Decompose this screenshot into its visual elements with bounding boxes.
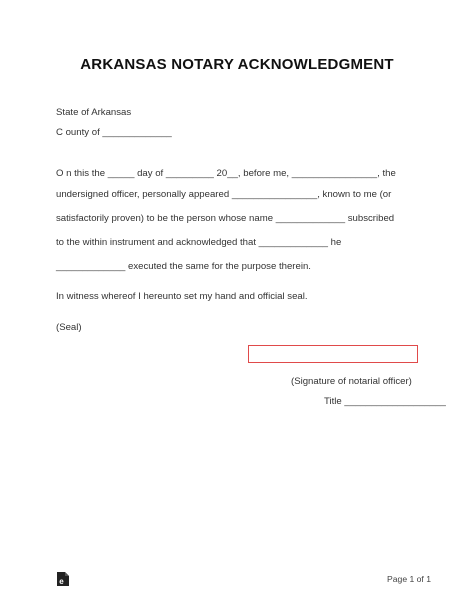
svg-text:e: e (59, 577, 64, 586)
county-line: C ounty of _____________ (56, 127, 172, 138)
signature-caption: (Signature of notarial officer) (291, 376, 412, 387)
body-line-2: undersigned officer, personally appeared ________________, known to me (or (56, 189, 392, 200)
signature-field[interactable] (248, 345, 418, 363)
seal-label: (Seal) (56, 322, 82, 333)
witness-line: In witness whereof I hereunto set my hand and official seal. (56, 291, 308, 302)
page-number: Page 1 of 1 (387, 574, 431, 584)
body-line-4: to the within instrument and acknowledged that _____________ he (56, 237, 342, 248)
body-line-1: O n this the _____ day of _________ 20__, before me, ________________, the (56, 168, 396, 179)
signature-underline: ______________________________ (251, 353, 402, 363)
document-title: ARKANSAS NOTARY ACKNOWLEDGMENT (80, 56, 394, 73)
body-line-3: satisfactorily proven) to be the person whose name _____________ subscribed (56, 213, 395, 224)
state-line: State of Arkansas (56, 107, 132, 118)
body-line-5: _____________ executed the same for the purpose therein. (56, 261, 311, 272)
eforms-logo-icon (56, 571, 70, 587)
title-line: Title ___________________ (324, 396, 446, 407)
